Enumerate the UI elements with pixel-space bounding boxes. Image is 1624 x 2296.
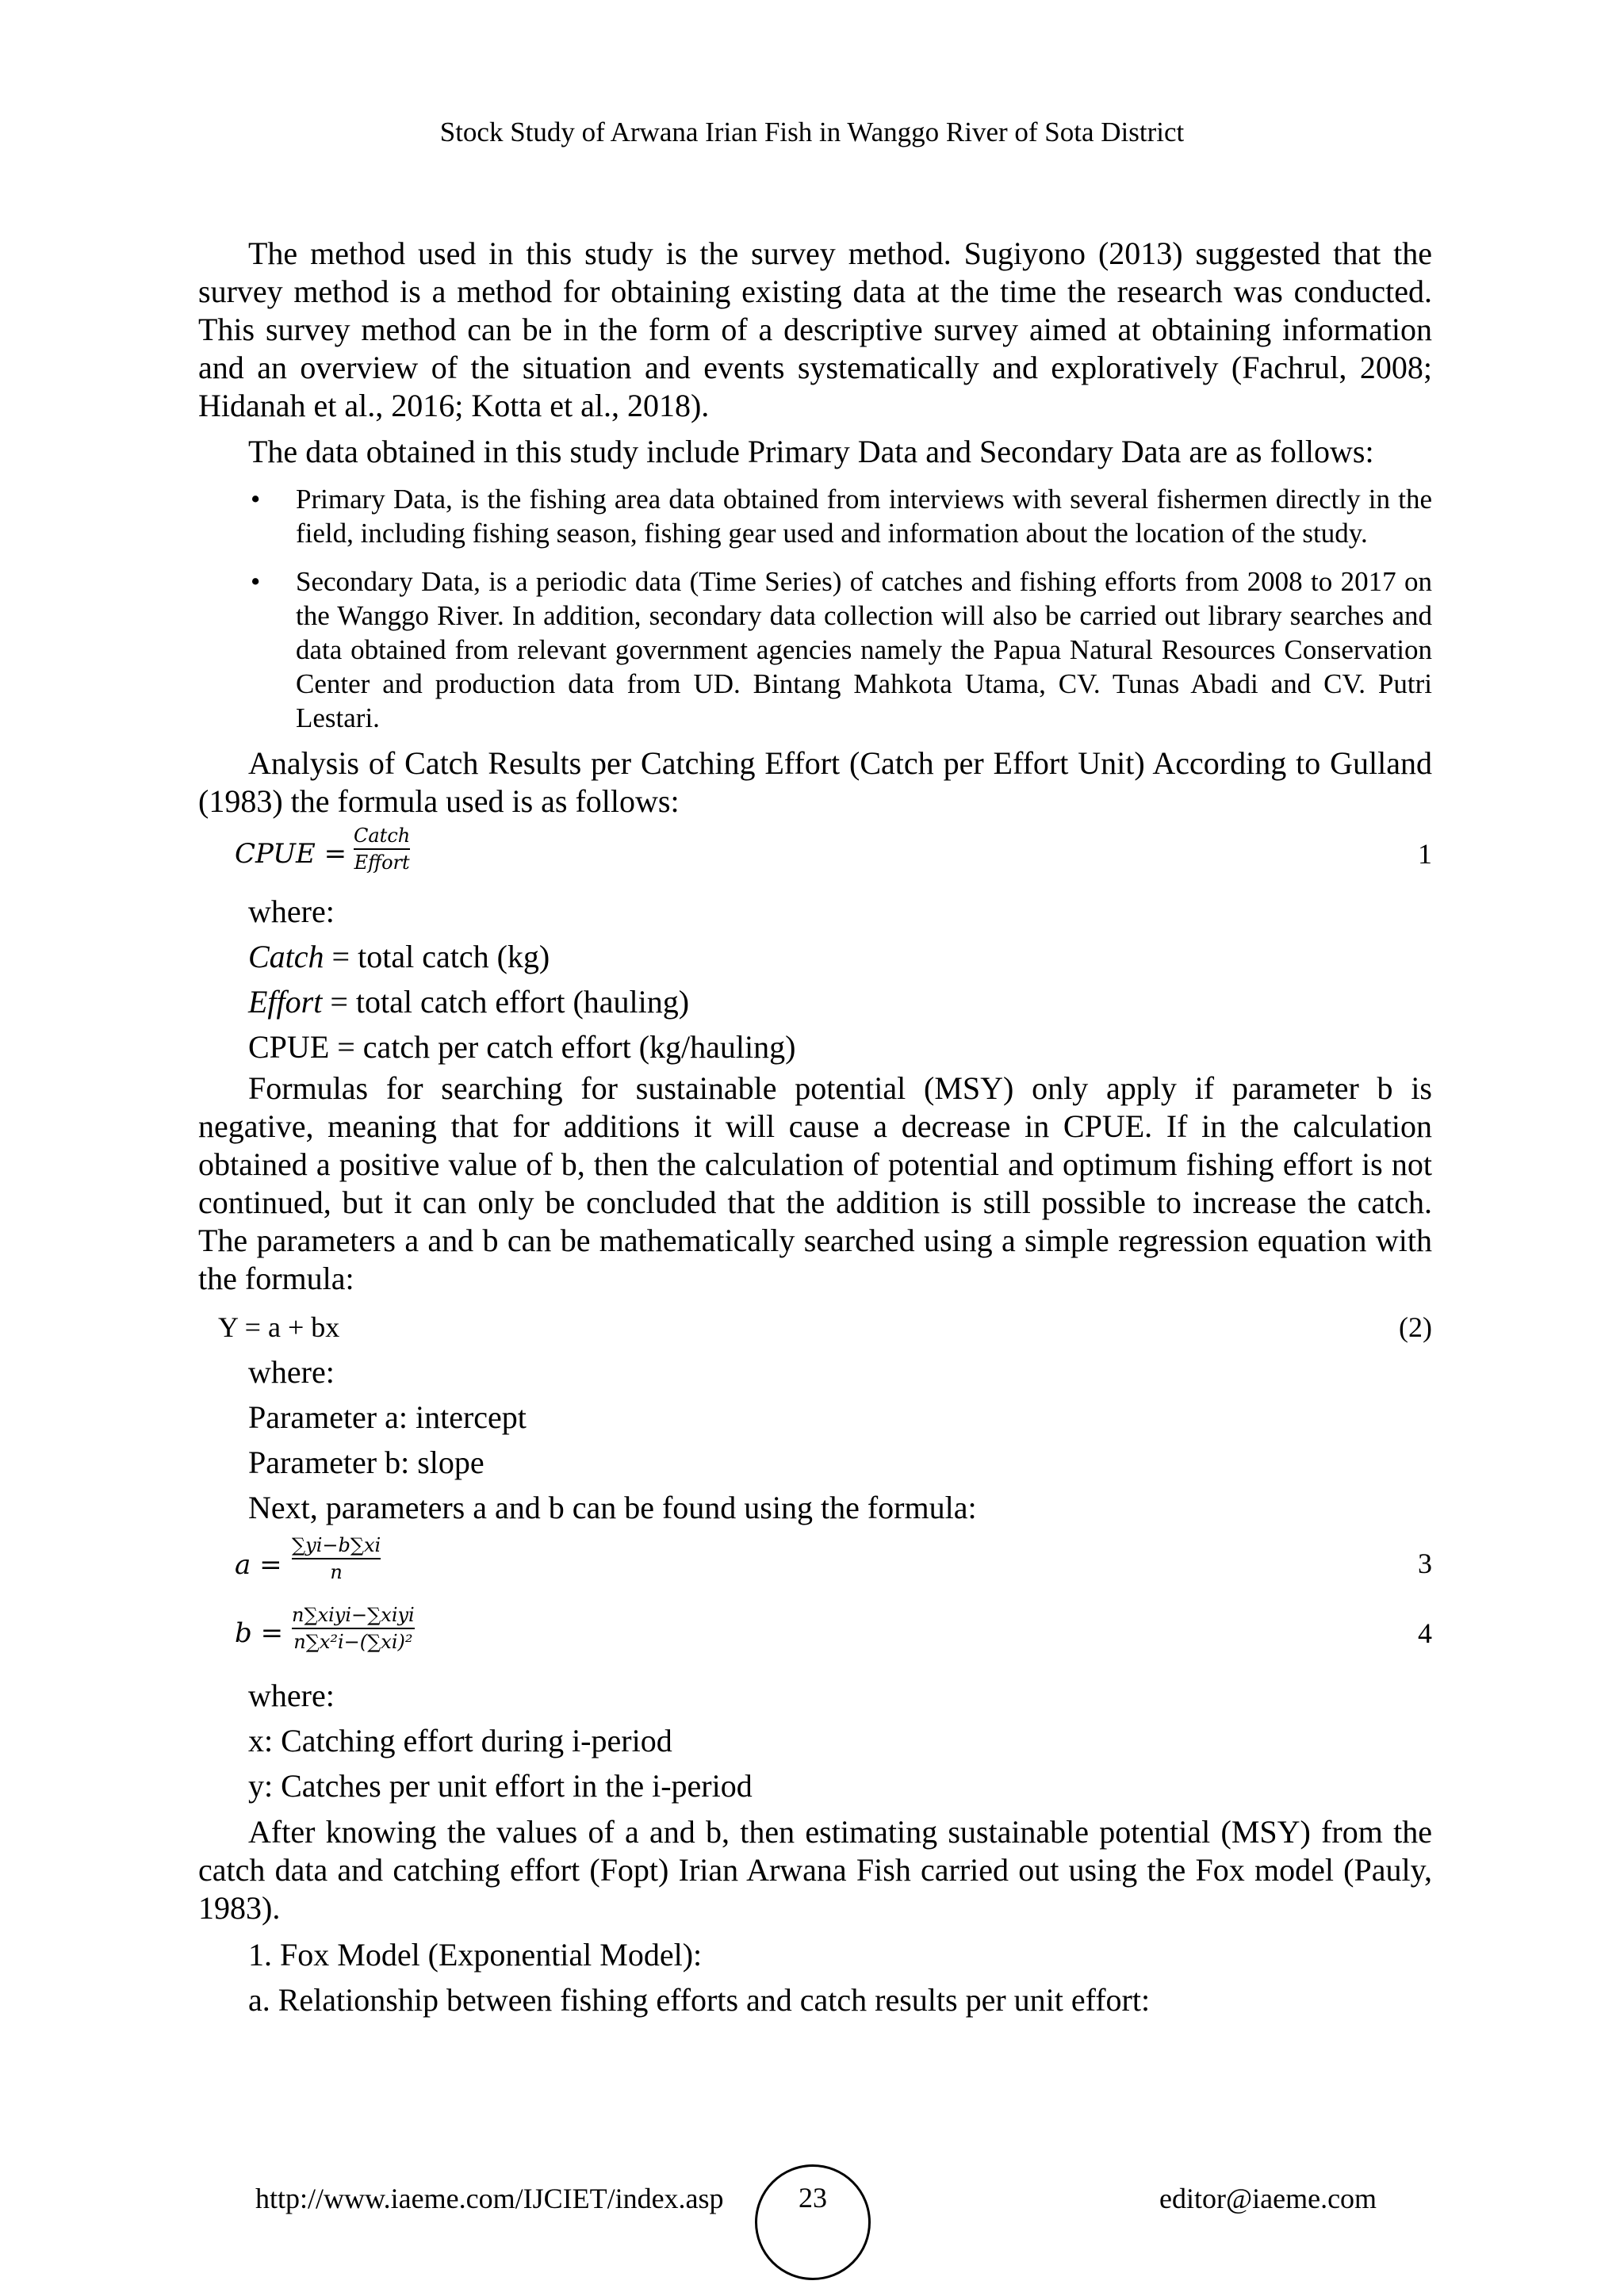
definition-y: y: Catches per unit effort in the i-period	[248, 1768, 753, 1804]
equation-text: Y = a + bx	[218, 1311, 340, 1343]
fraction-bar	[292, 1628, 415, 1629]
equation-cpue	[198, 824, 1432, 889]
paragraph-cpue-intro: Analysis of Catch Results per Catching Effort (Catch per Effort Unit) According to Gulland (1983) the formula used is as follows:	[198, 745, 1432, 819]
list-item-secondary-data	[198, 564, 1432, 735]
definition-parameter-a: Parameter a: intercept	[248, 1399, 527, 1435]
equation-number: (2)	[1399, 1311, 1432, 1343]
paragraph-fox-intro: After knowing the values of a and b, then estimating sustainable potential (MSY) from the catch data and catching effort (Fopt) Irian Arwana Fish carried out using the Fox model (Pauly, 1983).	[198, 1814, 1432, 1926]
equation-lhs: b =	[235, 1617, 284, 1649]
page-number: 23	[799, 2182, 827, 2214]
term-effort: Effort	[248, 984, 323, 1020]
fox-model-heading: 1. Fox Model (Exponential Model):	[248, 1937, 703, 1973]
list-item-text: Primary Data, is the fishing area data obtained from interviews with several fishermen directly in the field, including fishing season, fishing gear used and information about the location of the study.	[296, 484, 1432, 549]
page-footer	[0, 2164, 1624, 2244]
equation-number: 1	[1418, 838, 1432, 870]
definition-x: x: Catching effort during i-period	[248, 1723, 672, 1758]
definition-text: = total catch (kg)	[324, 939, 550, 974]
list-item-text: Secondary Data, is a periodic data (Time Series) of catches and fishing efforts from 2008 to 2017 on the Wanggo River. In addition, secondary data collection will also be carried out library searches and data obtained from relevant government agencies namely the Papua Natural Resources Conservation Center and production data from UD. Bintang Mahkota Utama, CV. Tunas Abadi and CV. Putri Lestari.	[296, 566, 1432, 733]
fraction-numerator: Catch	[354, 825, 411, 847]
equation-fraction	[354, 824, 410, 874]
definition-effort	[198, 979, 1432, 1024]
editor-email-link[interactable]: editor@iaeme.com	[1159, 2183, 1377, 2214]
equation-lhs: CPUE =	[235, 838, 347, 870]
fraction-denominator: n	[330, 1561, 343, 1583]
paragraph-method: The method used in this study is the survey method. Sugiyono (2013) suggested that the survey method is a method for obtaining existing data at the time the research was conducted. This survey method can be in the form of a descriptive survey aimed at obtaining information and an overview of the situation and events systematically and exploratively (Fachrul, 2008; Hidanah et al., 2016; Kotta et al., 2018).	[198, 235, 1432, 423]
equation-lhs: a =	[235, 1549, 282, 1581]
equation-number: 4	[1418, 1617, 1432, 1649]
where-label: where:	[248, 894, 335, 929]
equation-number: 3	[1418, 1548, 1432, 1579]
definition-cpue: CPUE = catch per catch effort (kg/hauling)	[248, 1029, 796, 1065]
fox-model-subheading: a. Relationship between fishing efforts and catch results per unit effort:	[248, 1982, 1151, 2018]
equation-parameter-a	[198, 1530, 1432, 1603]
equation-fraction	[292, 1603, 415, 1654]
equation-regression	[198, 1306, 1432, 1349]
page-number-badge	[755, 2164, 871, 2280]
fraction-numerator: ∑yi−b∑xi	[292, 1534, 381, 1556]
equation-parameter-b	[198, 1603, 1432, 1673]
running-header: Stock Study of Arwana Irian Fish in Wanggo River of Sota District	[439, 117, 1185, 147]
fraction-denominator: Effort	[354, 851, 410, 874]
journal-url-link[interactable]: http://www.iaeme.com/IJCIET/index.asp	[255, 2183, 724, 2214]
data-type-list	[198, 482, 1432, 735]
paragraph-data-intro: The data obtained in this study include Primary Data and Secondary Data are as follows:	[248, 434, 1374, 469]
definition-catch	[198, 934, 1432, 979]
list-item-primary-data	[198, 482, 1432, 550]
formula-intro: Next, parameters a and b can be found using the formula:	[248, 1490, 977, 1525]
fraction-bar	[292, 1558, 381, 1559]
fraction-denominator: n∑x²i−(∑xi)²	[293, 1631, 413, 1653]
definition-parameter-b: Parameter b: slope	[248, 1445, 485, 1480]
bullet-icon: •	[251, 484, 261, 515]
equation-fraction	[292, 1533, 381, 1584]
term-catch: Catch	[248, 939, 324, 974]
where-label: where:	[248, 1354, 335, 1390]
fraction-bar	[354, 848, 410, 850]
fraction-numerator: n∑xiyi−∑xiyi	[292, 1604, 415, 1626]
definition-text: = total catch effort (hauling)	[322, 984, 690, 1020]
paragraph-msy: Formulas for searching for sustainable potential (MSY) only apply if parameter b is negative, meaning that for additions it will cause a decrease in CPUE. If in the calculation obtained a positive value of b, then the calculation of potential and optimum fishing effort is not continued, but it can only be concluded that the addition is still possible to increase the catch. The parameters a and b can be mathematically searched using a simple regression equation with the formula:	[198, 1070, 1432, 1296]
where-label: where:	[248, 1678, 335, 1713]
page-body	[198, 235, 1432, 2022]
bullet-icon: •	[251, 566, 261, 597]
